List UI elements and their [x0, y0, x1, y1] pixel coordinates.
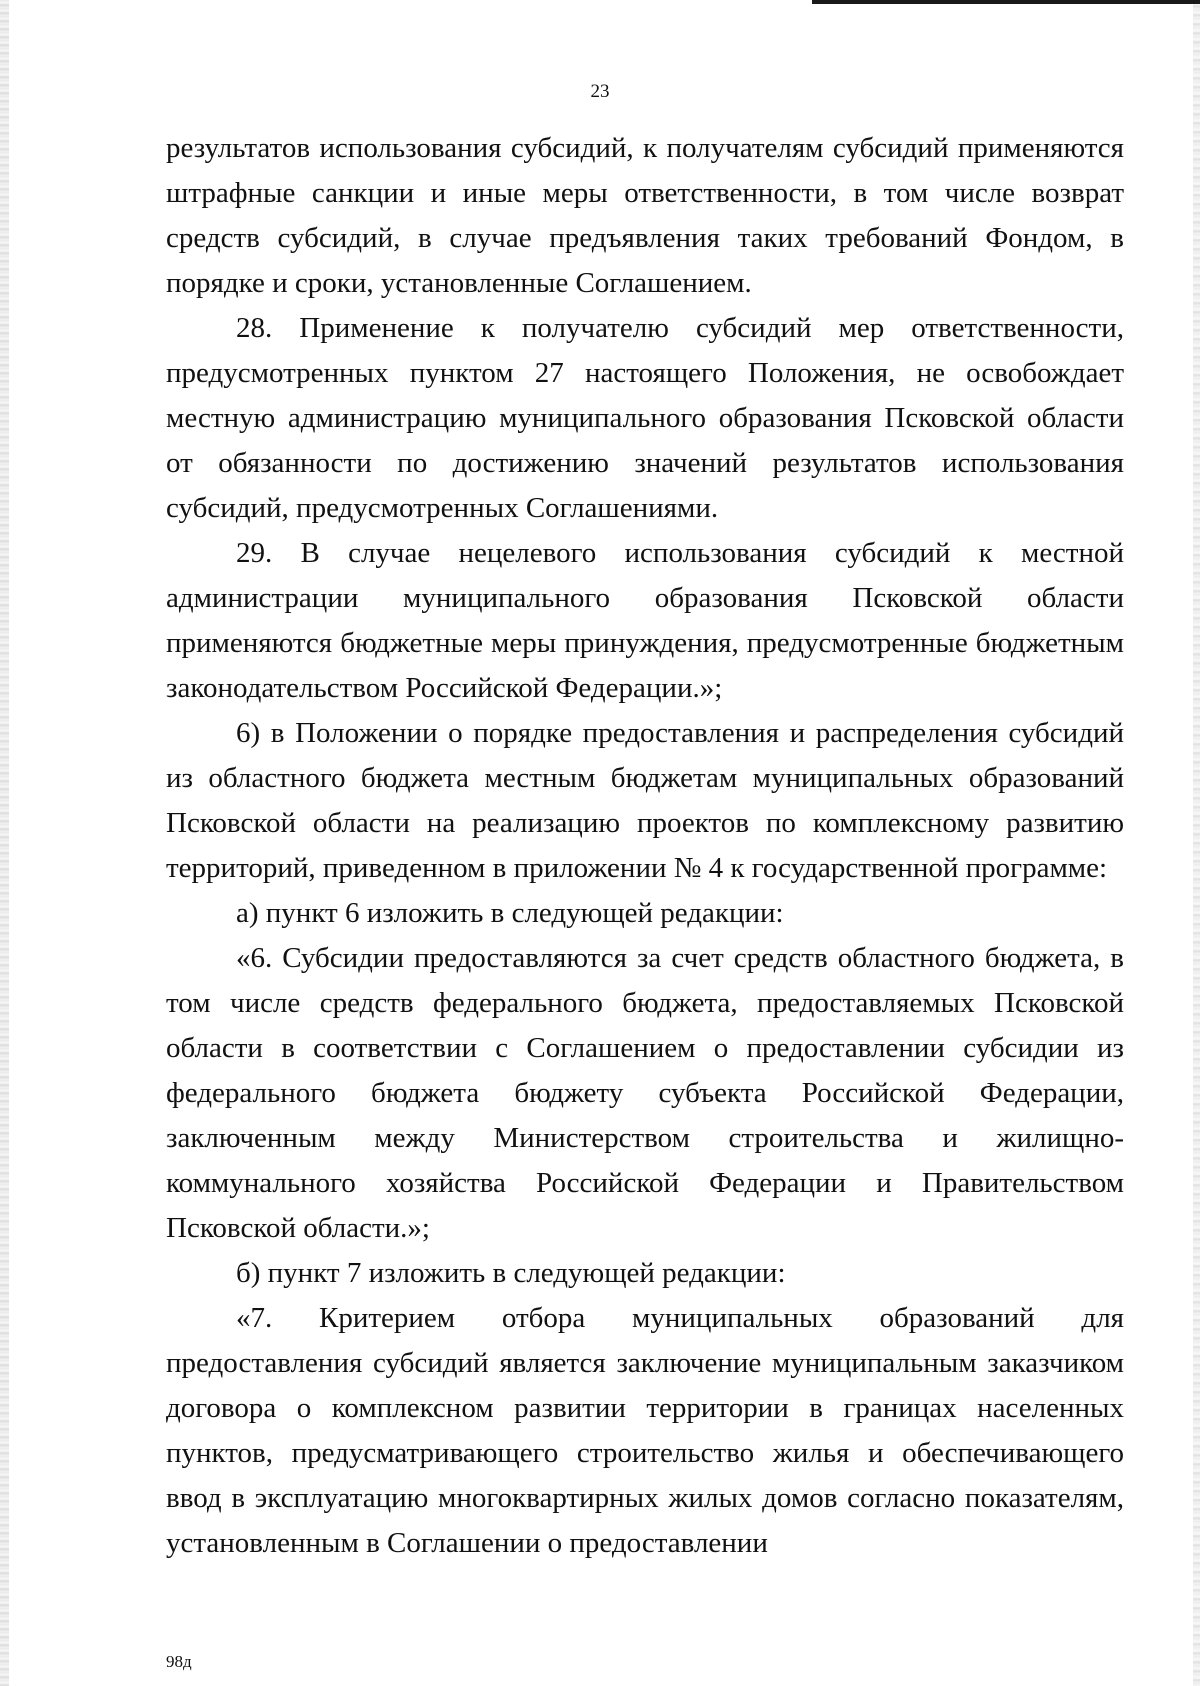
paragraph-quote-6: «6. Субсидии предоставляются за счет средств областного бюджета, в том числе средств федерального бюджета, предоставляемых Псковской области в соответствии с Соглашением о предоставлении субсидии из федерального бюджета бюджету субъекта Российской Федерации, заключенным между Министерством строительства и жилищно-коммунального хозяйства Российской Федерации и Правительством Псковской области.»;	[166, 942, 1124, 1244]
paragraph-continuation: результатов использования субсидий, к получателям субсидий применяются штрафные санкции и иные меры ответственности, в том числе возврат средств субсидий, в случае предъявления таких требований Фондом, в порядке и сроки, установленные Соглашением.	[166, 132, 1124, 299]
scan-edge-right	[1193, 0, 1200, 1686]
footer-code: 98д	[166, 1652, 192, 1671]
paragraph-item-28: 28. Применение к получателю субсидий мер ответственности, предусмотренных пунктом 27 настоящего Положения, не освобождает местную администрацию муниципального образования Псковской области от обязанности по достижению значений результатов использования субсидий, предусмотренных Соглашениями.	[166, 312, 1124, 524]
document-body	[166, 126, 1124, 1566]
page-number: 23	[590, 81, 610, 102]
paragraph-item-29: 29. В случае нецелевого использования субсидий к местной администрации муниципального образования Псковской области применяются бюджетные меры принуждения, предусмотренные бюджетным законодательством Российской Федерации.»;	[166, 537, 1124, 704]
paragraph-quote-7: «7. Критерием отбора муниципальных образований для предоставления субсидий является заключение муниципальным заказчиком договора о комплексном развитии территории в границах населенных пунктов, предусматривающего строительство жилья и обеспечивающего ввод в эксплуатацию многоквартирных жилых домов согласно показателям, установленным в Соглашении о предоставлении	[166, 1302, 1124, 1559]
paragraph-subitem-6: 6) в Положении о порядке предоставления и распределения субсидий из областного бюджета местным бюджетам муниципальных образований Псковской области на реализацию проектов по комплексному развитию территорий, приведенном в приложении № 4 к государственной программе:	[166, 717, 1124, 884]
top-rule	[812, 0, 1200, 4]
scan-edge-left	[0, 0, 9, 1686]
paragraph-subitem-a: а) пункт 6 изложить в следующей редакции:	[236, 897, 784, 929]
paragraph-subitem-b: б) пункт 7 изложить в следующей редакции:	[236, 1257, 786, 1289]
